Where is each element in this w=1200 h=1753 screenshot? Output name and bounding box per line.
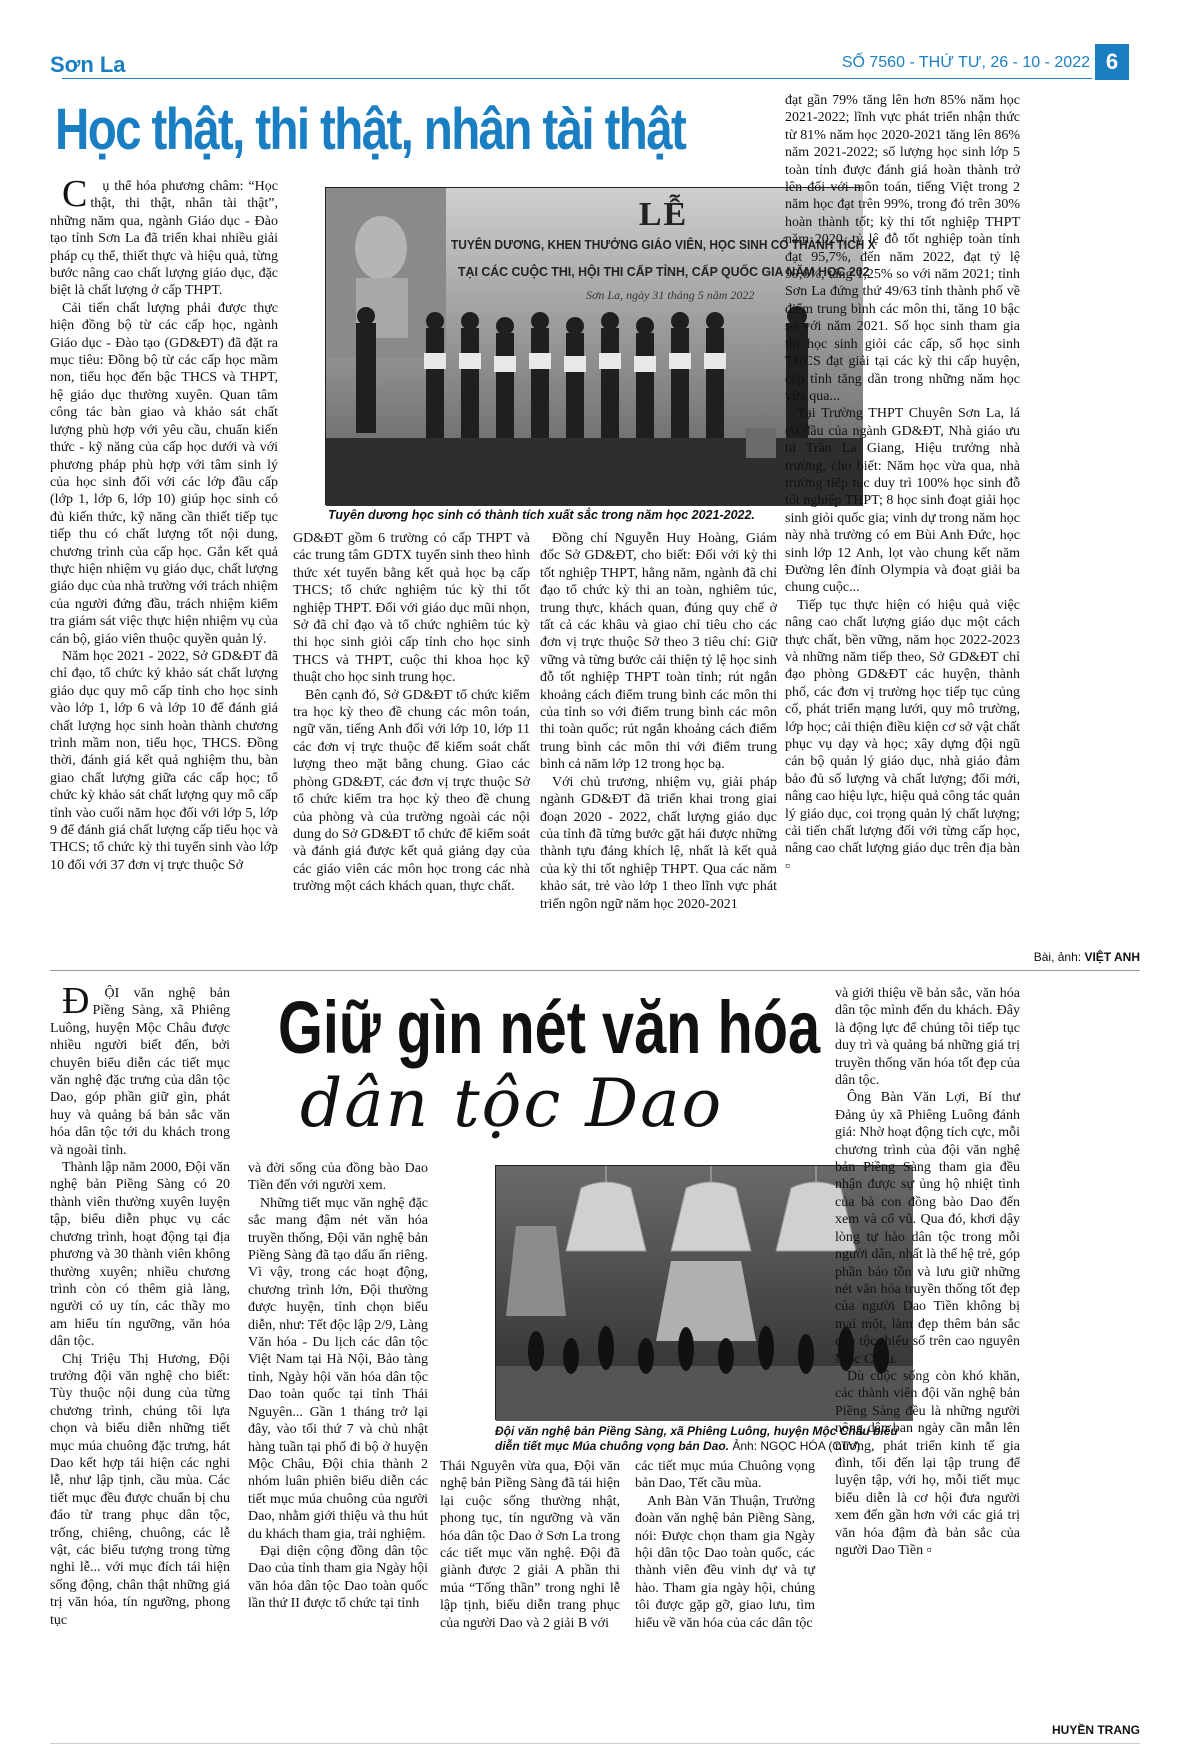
byline-author: VIỆT ANH xyxy=(1084,950,1140,964)
article1-paragraph: Với chủ trương, nhiệm vụ, giải pháp ngành GD&ĐT đã triển khai trong giai đoạn 2020 - 2022, chất lượng giáo dục của tỉnh đã từng bước gặt hái được những thành tựu đáng khích lệ, nhất là kết quả của kỳ thi tốt nghiệp THPT. Qua các năm khảo sát, trẻ vào lớp 1 theo lĩnh vực phát triển ngôn ngữ năm học 2020-2021 xyxy=(540,774,777,912)
article2-column-3 xyxy=(440,1458,620,1733)
article1-column-4 xyxy=(785,92,1020,942)
article1-paragraph: Tiếp tục thực hiện có hiệu quả việc nâng cao chất lượng giáo dục một cách thực chất, bền vững, năm học 2022-2023 và những năm tiếp theo, Sở GD&ĐT chỉ đạo phòng GD&ĐT các huyện, thành phố, các đơn vị trường học tiếp tục củng cố, phát triển mạng lưới, quy mô trường, lớp học; cải thiện điều kiện cơ sở vật chất phục vụ dạy và học; xây dựng đội ngũ cán bộ quản lý giáo dục, nhà giáo đảm bảo đủ số lượng và chất lượng; đổi mới, nâng cao hiệu lực, hiệu quả công tác quản lý giáo dục, coi trọng quản lý chất lượng; cải tiến chất lượng đối với từng cấp học, nâng cao chất lượng giáo dục trên địa bàn ▫ xyxy=(785,597,1020,874)
byline-prefix: Bài, ảnh: xyxy=(1033,950,1085,964)
article2-paragraph: Những tiết mục văn nghệ đặc sắc mang đậm nét văn hóa truyền thống, Đội văn nghệ bản Piềng Sàng đã tạo dấu ấn riêng. Vì vậy, trong các hoạt động, chương trình lớn, Đội thường được huyện, tỉnh chọn biểu diễn, như: Tết độc lập 2/9, Làng Văn hóa - Du lịch các dân tộc Việt Nam tại Hà Nội, Bảo tàng tỉnh, Ngày hội văn hóa dân tộc Dao toàn quốc tại tỉnh Thái Nguyên... Gần 1 tháng trở lại đây, vào tối thứ 7 và chủ nhật hàng tuần tại phố đi bộ ở huyện Mộc Châu, Đội chia thành 2 nhóm luân phiên biểu diễn các tiết mục múa chuông của người Dao, nhằm giới thiệu và thu hút du khách tham gia, trải nghiệm. xyxy=(248,1195,428,1542)
banner-heading: LỄ xyxy=(638,196,689,233)
bust-statue xyxy=(355,216,407,280)
header-rule xyxy=(62,78,1092,79)
article2-paragraph: Ông Bàn Văn Lợi, Bí thư Đảng ủy xã Phiêng Luông đánh giá: Nhờ hoạt động tích cực, mỗi chương trình của đội văn nghệ bản Piềng Sàng tham gia đều nhận được sự ủng hộ nhiệt tình của bà con đồng bào Dao đến xem và cổ vũ. Qua đó, khơi dậy lòng tự hào dân tộc trong mỗi người dân, nhất là thế hệ trẻ, góp phần bảo tồn và lưu giữ những nét văn hóa truyền thống tốt đẹp của người Dao Tiền không bị mai một, làm đẹp thêm bản sắc dân tộc thiểu số trên cao nguyên Mộc Châu. xyxy=(835,1090,1020,1367)
article2-paragraph: Thái Nguyên vừa qua, Đội văn nghệ bản Piềng Sàng đã tái hiện lại cuộc sống thường nhật, phong tục, tín ngưỡng và văn hóa dân tộc Dao ở Sơn La trong các tiết mục văn nghệ. Đội đã giành được 2 giải A phần thi múa “Tống thần” trong nghi lễ lập tịnh, biểu diễn trang phục của người Dao và 2 giải B với xyxy=(440,1459,620,1631)
article2-title-line-2: dân tộc Dao xyxy=(300,1065,724,1142)
article2-title-line-1: Giữ gìn nét văn hóa xyxy=(278,986,821,1069)
ceremony-photo xyxy=(325,187,876,505)
article2-paragraph: và giới thiệu về bản sắc, văn hóa dân tộc mình đến du khách. Đây là động lực để chúng tôi tiếp tục duy trì và quảng bá những giá trị truyền thống văn hóa tốt đẹp của dân tộc. xyxy=(835,986,1020,1089)
article2-paragraph: ĐỘI văn nghệ bản Piềng Sàng, xã Phiêng Luông, huyện Mộc Châu được nhiều người biết đến, bởi chuyên biểu diễn các tiết mục văn nghệ đặc trưng của dân tộc Dao, góp phần giữ gìn, phát huy và quảng bá bản sắc văn hóa dân tộc tới du khách trong và ngoài tỉnh. xyxy=(50,980,230,1158)
article1-paragraph: Đồng chí Nguyễn Huy Hoàng, Giám đốc Sở GD&ĐT, cho biết: Đối với kỳ thi tốt nghiệp THPT, hằng năm, ngành đã chỉ đạo tổ chức kỳ thi an toàn, nghiêm túc, trung thực, khách quan, đúng quy chế ở tất cả các khâu và giao chỉ tiêu cho các đơn vị trực thuộc Sở theo 3 tiêu chí: Giữ vững và từng bước cải thiện tỷ lệ học sinh đỗ tốt nghiệp THPT toàn tỉnh; rút ngắn khoảng cách điểm trung bình các môn thi của tỉnh so với điểm trung bình các môn thi toàn quốc; rút ngắn khoảng cách điểm trung bình các môn thi với điểm trung bình cả năm lớp 12 trong học bạ. xyxy=(540,531,777,773)
banner-line-2: TẠI CÁC CUỘC THI, HỘI THI CẤP TỈNH, CẤP QUỐC GIA NĂM HỌC 202 xyxy=(458,264,870,279)
article1-byline xyxy=(1034,950,1140,964)
page-number: 6 xyxy=(1095,44,1129,80)
article1-photo-caption: Tuyên dương học sinh có thành tích xuất sắc trong năm học 2021-2022. xyxy=(328,508,755,522)
article1-paragraph: Cụ thể hóa phương châm: “Học thật, thi thật, nhân tài thật”, những năm qua, ngành Giáo dục - Đào tạo tỉnh Sơn La đã triển khai nhiều giải pháp cụ thể, thiết thực và hiệu quả, từng bước nâng cao chất lượng giáo dục, đặc biệt là chất lượng ở cấp THPT. xyxy=(50,173,278,299)
article2-column-4 xyxy=(635,1458,815,1733)
article2-paragraph: và đời sống của đồng bào Dao Tiền đến với người xem. xyxy=(248,1161,428,1194)
article1-column-2 xyxy=(293,530,530,895)
ceremony-photo-illustration xyxy=(326,188,876,506)
article2-paragraph: Dù cuộc sống còn khó khăn, các thành viên đội văn nghệ bản Piềng Sàng đều là những người nông dân ban ngày cần mẫn lên nương, phát triển kinh tế gia đình, tối đến lại tập trung để luyện tập, với họ, mỗi tiết mục biểu diễn là cơ hội đưa người xem đến gần hơn với các giá trị văn hóa đậm đà bản sắc của người Dao Tiền ▫ xyxy=(835,1368,1020,1558)
article2-column-1 xyxy=(50,980,230,1730)
banner-line-1: TUYÊN DƯƠNG, KHEN THƯỞNG GIÁO VIÊN, HỌC SINH CÓ THÀNH TÍCH X xyxy=(451,238,876,252)
article-divider xyxy=(50,970,1140,971)
article2-paragraph: Thành lập năm 2000, Đội văn nghệ bản Piềng Sàng có 20 thành viên thường xuyên luyện tập, biểu diễn phục vụ các chương trình, hoạt động tại địa phương và 30 thành viên không thường xuyên; nhiều chương trình còn có thêm già làng, người có uy tín, các thầy mo am hiểu tín ngưỡng, văn hóa dân tộc. xyxy=(50,1160,230,1350)
article1-paragraph: Cải tiến chất lượng phải được thực hiện đồng bộ từ các cấp học, ngành Giáo dục - Đào tạo (GD&ĐT) đã đặt ra mục tiêu: Đồng bộ từ các cấp học mầm non, tiểu học đến bậc THCS và THPT, hệ giáo dục thường xuyên. Quan tâm công tác bàn giao và khảo sát chất lượng phù hợp với yêu cầu, chuẩn kiến thức - kỹ năng của cấp học dưới và với phương pháp phù hợp với tâm sinh lý của học sinh đối với các lớp đầu cấp (lớp 1, lớp 6, lớp 10) giúp học sinh có đủ kiến thức, kỹ năng cần thiết tiếp tục tiếp thu có chất lượng tốt nội dung, chương trình của cấp học. Gắn kết quả thực hiện nhiệm vụ giáo dục, chất lượng giáo dục của nhà trường với trách nhiệm của người đứng đầu, trách nhiệm kiểm tra giám sát việc thực hiện nhiệm vụ của cán bộ, giáo viên thuộc quyền quản lý. xyxy=(50,300,278,647)
issue-info: SỐ 7560 - THỨ TƯ, 26 - 10 - 2022 xyxy=(841,54,1090,71)
caption-text: Đội văn nghệ bản Piềng Sàng, xã Phiêng Luông, huyện Mộc Châu biểu diễn tiết mục Múa chuông vọng bản Dao. xyxy=(495,1424,898,1453)
article1-paragraph: Bên cạnh đó, Sở GD&ĐT tổ chức kiểm tra học kỳ theo đề chung các môn toán, ngữ văn, tiếng Anh đối với lớp 10, lớp 11 các đơn vị trực thuộc để kiểm soát chất lượng theo mặt bằng chung. Giao các phòng GD&ĐT, các đơn vị trực thuộc Sở tổ chức kiểm tra học kỳ theo đề chung của phòng và của trường ngoài các nội dung do Sở GD&ĐT tổ chức để kiểm soát và đánh giá được kết quả giảng dạy của các giáo viên các môn học trong các nhà trường một cách khách quan, thực chất. xyxy=(293,687,530,895)
article1-column-3 xyxy=(540,530,777,912)
page-bottom-rule xyxy=(50,1743,1140,1744)
article1-paragraph: đạt gần 79% tăng lên hơn 85% năm học 2021-2022; lĩnh vực phát triển nhận thức từ 81% năm học 2020-2021 tăng lên 86% năm 2021-2022; số lượng học sinh lớp 5 toàn tỉnh được đánh giá hoàn thành trở lên đối với môn toán, tiếng Việt trong 2 năm học đạt trên 99%, trong đó trên 30% hoàn thành tốt; kỳ thi tốt nghiệp THPT năm 2020, tỷ lệ đỗ tốt nghiệp toàn tỉnh đạt 95,7%, đến năm 2022, đạt tỷ lệ 99,6%, tăng 1,25% so với năm 2021; tỉnh Sơn La đứng thứ 49/63 tỉnh thành phố về điểm trung bình các môn thi, tăng 10 bậc so với năm 2021. Số học sinh tham gia thi học sinh giỏi các cấp, số học sinh THCS đạt giải tại các kỳ thi cấp huyện, cấp tỉnh tăng dần trong những năm học vừa qua... xyxy=(785,93,1020,404)
article2-column-5 xyxy=(835,985,1020,1720)
banner-date: Sơn La, ngày 31 tháng 5 năm 2022 xyxy=(586,288,755,302)
photo-credit: Ảnh: NGỌC HÓA (CTV) xyxy=(729,1439,861,1453)
article2-paragraph: Đại diện cộng đồng dân tộc Dao của tỉnh tham gia Ngày hội văn hóa dân tộc Dao toàn quốc lần thứ II được tổ chức tại tỉnh xyxy=(248,1543,428,1612)
article2-byline: HUYỀN TRANG xyxy=(1051,1723,1140,1737)
section-name: Sơn La xyxy=(50,52,126,77)
article2-paragraph: Anh Bàn Văn Thuận, Trưởng đoàn văn nghệ bản Piềng Sàng, nói: Được chọn tham gia Ngày hội dân tộc Dao toàn quốc, các thành viên đều vinh dự và tự hào. Tham gia ngày hội, chúng tôi được gặp gỡ, giao lưu, tìm hiểu về văn hóa của các dân tộc xyxy=(635,1493,815,1631)
article2-column-2 xyxy=(248,1160,428,1735)
article2-paragraph: Chị Triệu Thị Hương, Đội trưởng đội văn nghệ cho biết: Tùy thuộc nội dung của từng chương trình, chúng tôi lựa chọn và biểu diễn những tiết mục múa chuông đặc trưng, hát Dao kết hợp tái hiện các nghi lễ, như lập tịnh, cầu mùa. Các tiết mục đều được chuẩn bị chu đáo từ trang phục dân tộc, trống, chiêng, chuông, các lễ vật, các biểu tượng trong từng nghi lễ... với mục đích tái hiện sống động, chân thật những giá trị văn hóa, tín ngưỡng, phong tục xyxy=(50,1351,230,1628)
article1-paragraph: GD&ĐT gồm 6 trường có cấp THPT và các trung tâm GDTX tuyển sinh theo hình thức xét tuyển bằng kết quả học bạ cấp THCS; tổ chức nghiệm túc kỳ thi tốt nghiệp THPT. Đối với giáo dục mũi nhọn, Sở đã chỉ đạo và tổ chức nghiêm túc kỳ thi học sinh giỏi cấp tỉnh cho học sinh THCS và THPT, cuộc thi khoa học kỹ thuật cho học sinh trung học. xyxy=(293,531,530,686)
article1-title: Học thật, thi thật, nhân tài thật xyxy=(55,97,686,162)
article1-paragraph: Năm học 2021 - 2022, Sở GD&ĐT đã chỉ đạo, tổ chức ký khảo sát chất lượng giáo dục quy mô cấp tỉnh cho học sinh vào lớp 1, lớp 6 và lớp 10 để đánh giá chất lượng học sinh hoàn thành chương trình mầm non, tiểu học, THCS. Đồng thời, đánh giá kết quả nghiệm thu, bàn giao chất lượng giữa các cấp học; tổ chức kỳ khảo sát chất lượng quy mô cấp tỉnh vào cuối năm học đối với lớp 5, lớp 9 để đánh giá chất lượng cấp tiểu học và THCS; tổ chức kỳ thi tuyển sinh vào lớp 10 đối với 37 đơn vị trực thuộc Sở xyxy=(50,648,278,873)
article1-column-1 xyxy=(50,173,278,873)
article2-paragraph: các tiết mục múa Chuông vọng bản Dao, Tết cầu mùa. xyxy=(635,1459,815,1492)
article1-paragraph: Tại Trường THPT Chuyên Sơn La, lá cờ đầu của ngành GD&ĐT, Nhà giáo ưu tú Trần La Giang, Hiệu trưởng nhà trường, cho biết: Năm học vừa qua, nhà trường tiếp tục duy trì 100% học sinh đỗ tốt nghiệp THPT; 8 học sinh đoạt giải học sinh giỏi quốc gia; vinh dự trong năm học này nhà trường có em Bùi Anh Đức, học sinh lớp 12 Anh, lọt vào chung kết năm Đường lên đỉnh Olympia và đoạt giải ba chung cuộc... xyxy=(785,406,1020,596)
